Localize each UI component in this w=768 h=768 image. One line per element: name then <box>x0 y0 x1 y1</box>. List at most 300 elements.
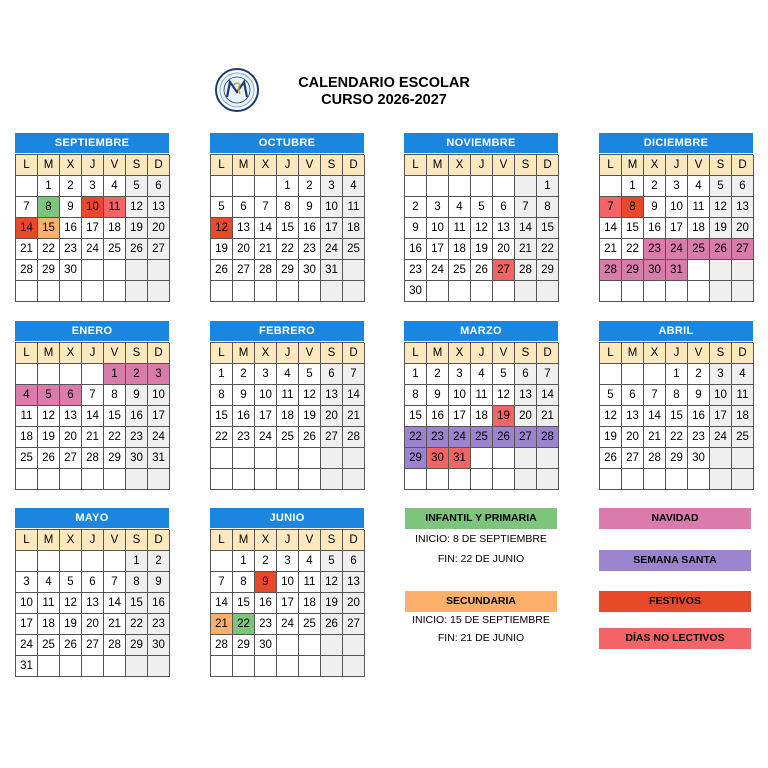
day-cell: 4 <box>16 385 38 406</box>
day-cell: 8 <box>211 385 233 406</box>
day-cell: 3 <box>16 572 38 593</box>
day-cell: 6 <box>148 176 170 197</box>
empty-cell <box>82 260 104 281</box>
weekday-header: D <box>343 343 365 364</box>
day-cell: 20 <box>343 593 365 614</box>
day-cell: 24 <box>321 239 343 260</box>
day-cell: 13 <box>343 572 365 593</box>
weekday-header: S <box>321 343 343 364</box>
day-cell: 20 <box>82 614 104 635</box>
day-cell: 3 <box>449 364 471 385</box>
legend-infantil-primaria-fin: FIN: 22 DE JUNIO <box>437 553 525 565</box>
weekday-header: S <box>710 343 732 364</box>
day-cell: 5 <box>493 364 515 385</box>
day-cell: 30 <box>688 448 710 469</box>
day-cell: 5 <box>60 572 82 593</box>
weekday-header: J <box>277 343 299 364</box>
day-cell: 21 <box>644 427 666 448</box>
month-noviembre <box>404 133 558 302</box>
empty-cell <box>255 656 277 677</box>
day-cell: 10 <box>255 385 277 406</box>
day-cell: 5 <box>126 176 148 197</box>
day-cell: 1 <box>537 176 559 197</box>
day-cell: 9 <box>299 197 321 218</box>
day-cell: 21 <box>515 239 537 260</box>
weekday-header: X <box>60 530 82 551</box>
day-cell: 24 <box>148 427 170 448</box>
empty-cell <box>471 176 493 197</box>
weekday-header: V <box>299 343 321 364</box>
day-cell: 28 <box>211 635 233 656</box>
day-cell: 21 <box>600 239 622 260</box>
month-grid <box>599 154 753 302</box>
day-cell: 24 <box>255 427 277 448</box>
weekday-header: J <box>82 343 104 364</box>
month-grid <box>15 154 169 302</box>
day-cell: 1 <box>104 364 126 385</box>
day-cell: 29 <box>622 260 644 281</box>
day-cell: 28 <box>82 448 104 469</box>
day-cell: 27 <box>343 614 365 635</box>
day-cell: 5 <box>211 197 233 218</box>
empty-cell <box>688 281 710 302</box>
day-cell: 12 <box>321 572 343 593</box>
day-cell: 2 <box>60 176 82 197</box>
day-cell: 13 <box>321 385 343 406</box>
empty-cell <box>38 281 60 302</box>
day-cell: 10 <box>427 218 449 239</box>
day-cell: 1 <box>233 551 255 572</box>
day-cell: 23 <box>126 427 148 448</box>
weekday-header: M <box>38 343 60 364</box>
day-cell: 22 <box>537 239 559 260</box>
empty-cell <box>104 656 126 677</box>
empty-cell <box>600 281 622 302</box>
month-diciembre <box>599 133 753 302</box>
day-cell: 21 <box>82 427 104 448</box>
legend-navidad: NAVIDAD <box>599 508 751 529</box>
day-cell: 22 <box>211 427 233 448</box>
day-cell: 28 <box>16 260 38 281</box>
empty-cell <box>211 281 233 302</box>
empty-cell <box>16 176 38 197</box>
day-cell: 25 <box>471 427 493 448</box>
day-cell: 2 <box>255 551 277 572</box>
day-cell: 17 <box>321 218 343 239</box>
day-cell: 31 <box>321 260 343 281</box>
empty-cell <box>104 260 126 281</box>
day-cell: 17 <box>277 593 299 614</box>
empty-cell <box>148 260 170 281</box>
weekday-header: D <box>537 343 559 364</box>
day-cell: 7 <box>600 197 622 218</box>
weekday-header: L <box>211 343 233 364</box>
weekday-header: D <box>148 155 170 176</box>
month-grid <box>15 342 169 490</box>
day-cell: 15 <box>233 593 255 614</box>
empty-cell <box>537 281 559 302</box>
day-cell: 1 <box>622 176 644 197</box>
month-octubre <box>210 133 364 302</box>
weekday-header: S <box>321 155 343 176</box>
day-cell: 7 <box>104 572 126 593</box>
day-cell: 20 <box>148 218 170 239</box>
day-cell: 6 <box>622 385 644 406</box>
day-cell: 13 <box>82 593 104 614</box>
day-cell: 12 <box>600 406 622 427</box>
day-cell: 18 <box>277 406 299 427</box>
day-cell: 11 <box>16 406 38 427</box>
day-cell: 6 <box>493 197 515 218</box>
day-cell: 19 <box>493 406 515 427</box>
empty-cell <box>321 656 343 677</box>
month-grid <box>210 529 364 677</box>
day-cell: 17 <box>255 406 277 427</box>
month-title: DICIEMBRE <box>599 133 753 153</box>
day-cell: 4 <box>104 176 126 197</box>
empty-cell <box>255 469 277 490</box>
day-cell: 28 <box>600 260 622 281</box>
day-cell: 9 <box>427 385 449 406</box>
empty-cell <box>104 281 126 302</box>
day-cell: 16 <box>233 406 255 427</box>
empty-cell <box>710 469 732 490</box>
day-cell: 16 <box>60 218 82 239</box>
weekday-header: D <box>343 530 365 551</box>
empty-cell <box>471 281 493 302</box>
empty-cell <box>211 176 233 197</box>
day-cell: 23 <box>405 260 427 281</box>
day-cell: 7 <box>255 197 277 218</box>
day-cell: 22 <box>666 427 688 448</box>
empty-cell <box>38 551 60 572</box>
day-cell: 16 <box>126 406 148 427</box>
day-cell: 15 <box>211 406 233 427</box>
day-cell: 6 <box>343 551 365 572</box>
day-cell: 16 <box>644 218 666 239</box>
weekday-header: M <box>622 155 644 176</box>
day-cell: 7 <box>644 385 666 406</box>
legend-secundaria-fin: FIN: 21 DE JUNIO <box>437 632 525 644</box>
day-cell: 5 <box>471 197 493 218</box>
day-cell: 1 <box>405 364 427 385</box>
day-cell: 2 <box>299 176 321 197</box>
weekday-header: V <box>299 530 321 551</box>
empty-cell <box>710 281 732 302</box>
page-title <box>268 75 500 109</box>
empty-cell <box>343 260 365 281</box>
day-cell: 5 <box>321 551 343 572</box>
empty-cell <box>644 281 666 302</box>
empty-cell <box>732 448 754 469</box>
day-cell: 8 <box>38 197 60 218</box>
empty-cell <box>277 281 299 302</box>
day-cell: 6 <box>515 364 537 385</box>
empty-cell <box>60 364 82 385</box>
legend-secundaria: SECUNDARIA <box>405 591 557 612</box>
day-cell: 26 <box>710 239 732 260</box>
weekday-header: J <box>666 343 688 364</box>
day-cell: 12 <box>60 593 82 614</box>
day-cell: 29 <box>277 260 299 281</box>
weekday-header: L <box>405 343 427 364</box>
empty-cell <box>405 176 427 197</box>
day-cell: 25 <box>343 239 365 260</box>
day-cell: 15 <box>38 218 60 239</box>
legend-festivos: FESTIVOS <box>599 591 751 612</box>
day-cell: 16 <box>148 593 170 614</box>
weekday-header: M <box>622 343 644 364</box>
day-cell: 18 <box>343 218 365 239</box>
day-cell: 21 <box>255 239 277 260</box>
month-grid <box>599 342 753 490</box>
empty-cell <box>600 469 622 490</box>
day-cell: 14 <box>537 385 559 406</box>
day-cell: 5 <box>600 385 622 406</box>
title-line-1: CALENDARIO ESCOLAR <box>298 75 470 91</box>
day-cell: 20 <box>233 239 255 260</box>
day-cell: 2 <box>688 364 710 385</box>
empty-cell <box>255 176 277 197</box>
empty-cell <box>211 551 233 572</box>
day-cell: 23 <box>148 614 170 635</box>
empty-cell <box>622 364 644 385</box>
day-cell: 12 <box>493 385 515 406</box>
day-cell: 30 <box>299 260 321 281</box>
empty-cell <box>343 656 365 677</box>
day-cell: 19 <box>600 427 622 448</box>
empty-cell <box>60 551 82 572</box>
weekday-header: L <box>600 343 622 364</box>
day-cell: 13 <box>493 218 515 239</box>
month-junio <box>210 508 364 677</box>
weekday-header: X <box>449 155 471 176</box>
empty-cell <box>60 656 82 677</box>
day-cell: 27 <box>493 260 515 281</box>
empty-cell <box>732 281 754 302</box>
day-cell: 12 <box>38 406 60 427</box>
day-cell: 4 <box>688 176 710 197</box>
legend-no-lectivos: DÍAS NO LECTIVOS <box>599 628 751 649</box>
weekday-header: D <box>343 155 365 176</box>
day-cell: 8 <box>405 385 427 406</box>
empty-cell <box>622 281 644 302</box>
weekday-header: D <box>732 155 754 176</box>
day-cell: 13 <box>732 197 754 218</box>
weekday-header: X <box>449 343 471 364</box>
empty-cell <box>321 635 343 656</box>
day-cell: 3 <box>277 551 299 572</box>
empty-cell <box>666 281 688 302</box>
empty-cell <box>255 281 277 302</box>
empty-cell <box>493 281 515 302</box>
month-enero <box>15 321 169 490</box>
day-cell: 27 <box>60 448 82 469</box>
empty-cell <box>38 364 60 385</box>
weekday-header: L <box>211 155 233 176</box>
day-cell: 10 <box>148 385 170 406</box>
day-cell: 2 <box>233 364 255 385</box>
weekday-header: X <box>255 530 277 551</box>
day-cell: 26 <box>60 635 82 656</box>
day-cell: 29 <box>537 260 559 281</box>
day-cell: 8 <box>622 197 644 218</box>
empty-cell <box>537 448 559 469</box>
weekday-header: D <box>148 343 170 364</box>
day-cell: 19 <box>710 218 732 239</box>
day-cell: 17 <box>427 239 449 260</box>
day-cell: 14 <box>644 406 666 427</box>
day-cell: 17 <box>82 218 104 239</box>
day-cell: 9 <box>148 572 170 593</box>
empty-cell <box>277 656 299 677</box>
empty-cell <box>211 448 233 469</box>
day-cell: 24 <box>666 239 688 260</box>
day-cell: 12 <box>126 197 148 218</box>
day-cell: 27 <box>321 427 343 448</box>
day-cell: 3 <box>710 364 732 385</box>
empty-cell <box>321 281 343 302</box>
day-cell: 11 <box>299 572 321 593</box>
day-cell: 3 <box>82 176 104 197</box>
empty-cell <box>688 469 710 490</box>
day-cell: 13 <box>515 385 537 406</box>
weekday-header: D <box>148 530 170 551</box>
empty-cell <box>82 281 104 302</box>
empty-cell <box>38 469 60 490</box>
school-crest-icon <box>215 68 259 112</box>
weekday-header: X <box>255 343 277 364</box>
day-cell: 6 <box>82 572 104 593</box>
day-cell: 6 <box>732 176 754 197</box>
day-cell: 2 <box>405 197 427 218</box>
day-cell: 24 <box>449 427 471 448</box>
weekday-header: M <box>427 155 449 176</box>
day-cell: 5 <box>299 364 321 385</box>
legend-semana-santa: SEMANA SANTA <box>599 550 751 571</box>
legend-secundaria-inicio: INICIO: 15 DE SEPTIEMBRE <box>412 614 550 626</box>
empty-cell <box>233 281 255 302</box>
empty-cell <box>427 469 449 490</box>
day-cell: 2 <box>148 551 170 572</box>
day-cell: 27 <box>233 260 255 281</box>
day-cell: 24 <box>427 260 449 281</box>
day-cell: 26 <box>38 448 60 469</box>
day-cell: 16 <box>427 406 449 427</box>
empty-cell <box>321 448 343 469</box>
day-cell: 24 <box>16 635 38 656</box>
day-cell: 11 <box>343 197 365 218</box>
day-cell: 11 <box>104 197 126 218</box>
day-cell: 24 <box>82 239 104 260</box>
day-cell: 23 <box>299 239 321 260</box>
weekday-header: J <box>471 155 493 176</box>
empty-cell <box>493 176 515 197</box>
empty-cell <box>60 469 82 490</box>
empty-cell <box>233 656 255 677</box>
day-cell: 10 <box>82 197 104 218</box>
day-cell: 18 <box>449 239 471 260</box>
weekday-header: S <box>126 530 148 551</box>
day-cell: 29 <box>405 448 427 469</box>
day-cell: 22 <box>126 614 148 635</box>
weekday-header: S <box>126 343 148 364</box>
month-title: FEBRERO <box>210 321 364 341</box>
day-cell: 10 <box>449 385 471 406</box>
empty-cell <box>449 176 471 197</box>
month-abril <box>599 321 753 490</box>
day-cell: 26 <box>126 239 148 260</box>
weekday-header: J <box>277 155 299 176</box>
day-cell: 15 <box>405 406 427 427</box>
day-cell: 20 <box>515 406 537 427</box>
day-cell: 13 <box>148 197 170 218</box>
empty-cell <box>211 469 233 490</box>
month-title: OCTUBRE <box>210 133 364 153</box>
weekday-header: M <box>233 530 255 551</box>
day-cell: 14 <box>104 593 126 614</box>
day-cell: 30 <box>126 448 148 469</box>
day-cell: 27 <box>732 239 754 260</box>
day-cell: 8 <box>277 197 299 218</box>
day-cell: 17 <box>710 406 732 427</box>
day-cell: 22 <box>277 239 299 260</box>
day-cell: 10 <box>277 572 299 593</box>
day-cell: 16 <box>405 239 427 260</box>
day-cell: 18 <box>104 218 126 239</box>
day-cell: 15 <box>277 218 299 239</box>
day-cell: 19 <box>211 239 233 260</box>
day-cell: 25 <box>688 239 710 260</box>
month-septiembre <box>15 133 169 302</box>
day-cell: 4 <box>449 197 471 218</box>
empty-cell <box>16 469 38 490</box>
day-cell: 15 <box>126 593 148 614</box>
day-cell: 18 <box>688 218 710 239</box>
day-cell: 13 <box>233 218 255 239</box>
weekday-header: J <box>471 343 493 364</box>
empty-cell <box>343 281 365 302</box>
day-cell: 14 <box>16 218 38 239</box>
day-cell: 17 <box>16 614 38 635</box>
day-cell: 3 <box>255 364 277 385</box>
day-cell: 9 <box>644 197 666 218</box>
empty-cell <box>622 469 644 490</box>
empty-cell <box>493 448 515 469</box>
day-cell: 19 <box>60 614 82 635</box>
day-cell: 7 <box>82 385 104 406</box>
month-title: ENERO <box>15 321 169 341</box>
month-grid <box>404 342 558 490</box>
day-cell: 21 <box>537 406 559 427</box>
day-cell: 30 <box>427 448 449 469</box>
legend-infantil-primaria-inicio: INICIO: 8 DE SEPTIEMBRE <box>415 533 547 545</box>
empty-cell <box>299 469 321 490</box>
day-cell: 28 <box>537 427 559 448</box>
day-cell: 21 <box>343 406 365 427</box>
day-cell: 8 <box>537 197 559 218</box>
month-grid <box>210 342 364 490</box>
day-cell: 22 <box>104 427 126 448</box>
day-cell: 25 <box>16 448 38 469</box>
day-cell: 14 <box>82 406 104 427</box>
day-cell: 27 <box>148 239 170 260</box>
day-cell: 15 <box>666 406 688 427</box>
day-cell: 10 <box>16 593 38 614</box>
day-cell: 1 <box>211 364 233 385</box>
day-cell: 16 <box>299 218 321 239</box>
day-cell: 19 <box>38 427 60 448</box>
